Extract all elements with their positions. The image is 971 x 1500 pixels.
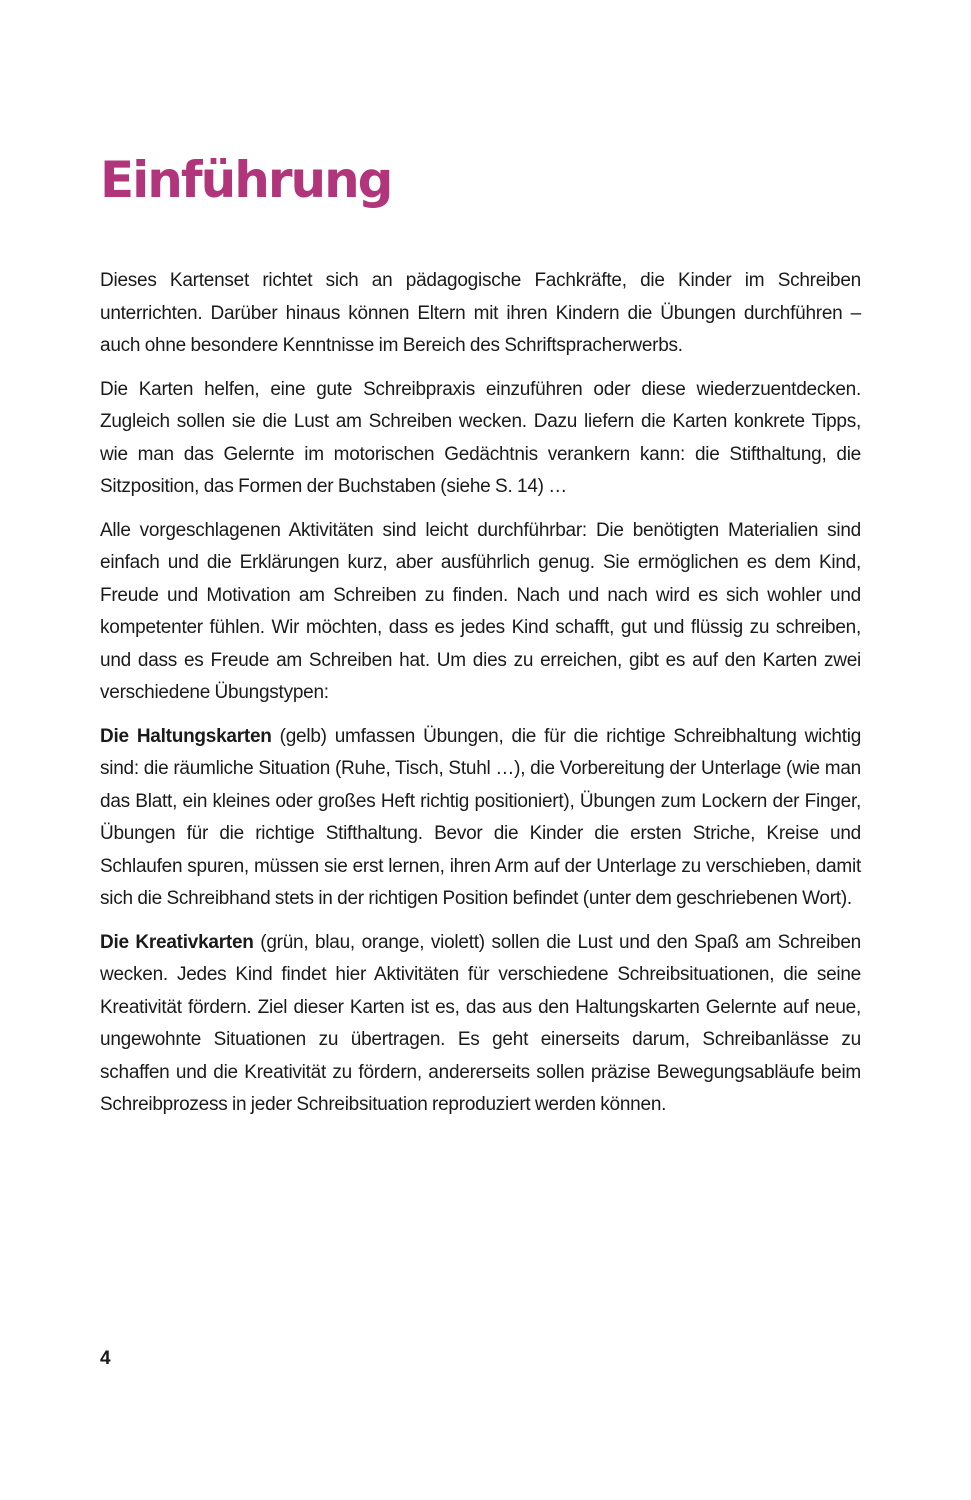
body-text bbox=[100, 265, 861, 1133]
paragraph-text: Alle vorgeschlagenen Aktivitäten sind leicht durchführbar: Die benötigten Materialien sind einfach und die Erklärungen kurz, aber ausführlich genug. Sie ermöglichen es dem Kind, Freude und Motivation am Schreiben zu finden. Nach und nach wird es sich wohler und kompetenter fühlen. Wir möchten, dass es jedes Kind schafft, gut und flüssig zu schreiben, und dass es Freude am Schreiben hat. Um dies zu erreichen, gibt es auf den Karten zwei verschiedene Übungstypen: bbox=[100, 519, 861, 703]
paragraph-text: (gelb) umfassen Übungen, die für die richtige Schreibhaltung wichtig sind: die räumliche Situation (Ruhe, Tisch, Stuhl …), die Vorbereitung der Unterlage (wie man das Blatt, ein kleines oder großes Heft richtig positioniert), Übungen zum Lockern der Finger, Übungen für die richtige Stifthaltung. Bevor die Kinder die ersten Striche, Kreise und Schlaufen spuren, müssen sie erst lernen, ihren Arm auf der Unterlage zu verschieben, damit sich die Schreibhand stets in der richtigen Position befindet (unter dem geschriebenen Wort). bbox=[100, 725, 862, 909]
paragraph-text: Dieses Kartenset richtet sich an pädagogische Fachkräfte, die Kinder im Schreiben unterrichten. Darüber hinaus können Eltern mit ihren Kindern die Übungen durchführen – auch ohne besondere Kenntnisse im Bereich des Schriftspracherwerbs. bbox=[100, 270, 861, 356]
paragraph-lead: Die Kreativkarten bbox=[100, 931, 254, 953]
paragraph-text: Die Karten helfen, eine gute Schreibpraxis einzuführen oder diese wiederzuentdecken. Zugleich sollen sie die Lust am Schreiben wecken. Dazu liefern die Karten konkrete Tipps, wie man das Gelernte im motorischen Gedächtnis verankern kann: die Stifthaltung, die Sitzposition, das Formen der Buchstaben (siehe S. 14) … bbox=[100, 378, 861, 497]
paragraph-haltungskarten bbox=[100, 721, 861, 916]
paragraph-karten bbox=[100, 374, 861, 504]
paragraph-text: (grün, blau, orange, violett) sollen die Lust und den Spaß am Schreiben wecken. Jedes Kind findet hier Aktivitäten für verschiedene Schreibsituationen, die seine Kreativität fördern. Ziel dieser Karten ist es, das aus den Haltungskarten Gelernte auf neue, ungewohnte Situationen zu übertragen. Es geht einerseits darum, Schreibanlässe zu schaffen und die Kreativität zu fördern, andererseits sollen präzise Bewegungsabläufe beim Schreibprozess in jeder Schreibsituation reproduziert werden können. bbox=[100, 931, 861, 1115]
paragraph-kreativkarten bbox=[100, 927, 861, 1122]
paragraph-aktivitaeten bbox=[100, 515, 861, 710]
page-number: 4 bbox=[100, 1348, 111, 1369]
paragraph-intro bbox=[100, 265, 861, 363]
page-title: Einführung bbox=[100, 151, 392, 209]
paragraph-lead: Die Haltungskarten bbox=[100, 725, 272, 747]
